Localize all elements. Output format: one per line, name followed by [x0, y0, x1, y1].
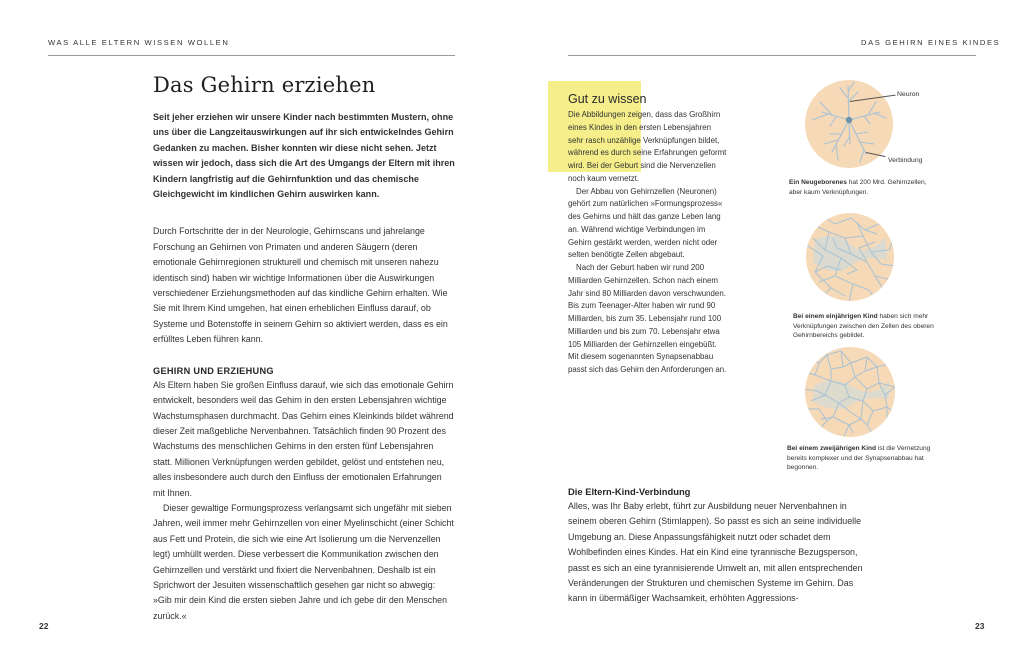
caption-two-year-text: ist die Vernetzung bereits komplexer und der Synapsenabbau hat begonnen. [787, 445, 931, 472]
section-paragraph-1: Als Eltern haben Sie großen Einfluss darauf, wie sich das emotionale Gehirn entwickelt, besonders weil das Gehirn in den ersten Lebensjahren wichtige Wachstumsphasen durchmacht. Das Gehirn eines Kleinkinds bildet während dieser Zeit maßgebliche Nervenbahnen. Tatsächlich finden 90 Prozent des Wachstums des menschlichen Gehirns in den ersten fünf Lebensjahren statt. Millionen Verknüpfungen werden gebildet, gelöst und entstehen neu, alles insbesondere auch durch den Einfluss der emotionalen Erfahrungen mit Ihnen. [153, 379, 454, 498]
caption-one-year-text: haben sich mehr Verknüpfungen zwischen den Zellen des oberen Gehirnbereichs gebildet. [793, 313, 934, 340]
caption-two-year-bold: Bei einem zweijährigen Kind [787, 445, 877, 452]
caption-newborn [789, 178, 939, 197]
info-box-paragraph-2: Der Abbau von Gehirnzellen (Neuronen) gehört zum natürlichen »Formungsprozess« des Gehirns und hält das ganze Leben lang an. Während wichtige Verbindungen im Gehirn gestärkt werden, werden nicht oder selten benötigte Zellen abgebaut. [568, 186, 723, 260]
right-page-number: 23 [975, 621, 985, 631]
page-title: Das Gehirn erziehen [153, 73, 376, 97]
right-column [568, 484, 872, 607]
one-year-neuron-illustration [805, 210, 895, 304]
left-header-rule [48, 55, 455, 56]
right-running-head: DAS GEHIRN EINES KINDES [861, 38, 1001, 47]
left-running-head: WAS ALLE ELTERN WISSEN WOLLEN [48, 38, 230, 47]
newborn-neuron-illustration [804, 74, 894, 174]
left-page-number: 22 [39, 621, 49, 631]
caption-two-year [787, 444, 937, 473]
caption-newborn-text: hat 200 Mrd. Gehirnzellen, aber kaum Verknüpfungen. [789, 179, 927, 196]
section-heading-parent-child: Die Eltern-Kind-Verbindung [568, 486, 691, 497]
info-box-paragraph-3: Nach der Geburt haben wir rund 200 Milliarden Gehirnzellen. Schon nach einem Jahr sind 80 Milliarden davon verschwunden. Bis zum Teenager-Alter haben wir rund 90 Milliarden, bis zum 35. Lebensjahr rund 100 Milliarden und bis zum 70. Lebensjahr etwa 105 Milliarden der Gehirnzellen eingebüßt. Mit diesem sogenannten Synapsenabbau passt sich das Gehirn den Anforderungen an. [568, 263, 727, 374]
parent-child-paragraph: Alles, was Ihr Baby erlebt, führt zur Ausbildung neuer Nervenbahnen in seinem oberen Gehirn (Stirnlappen). So passt es sich an seine individuelle Umgebung an. Diese Anpassungsfähigkeit nutzt oder schadet dem Wohlbefinden eines Kindes. Hat ein Kind eine tyrannische Bezugsperson, passt es sich an eine tyrannisierende Umwelt an, mit allen entsprechenden Veränderungen der Strukturen und chemischen Systeme im Gehirn. Das kann in übermäßiger Wachsamkeit, erhöhten Aggressions- [568, 501, 863, 604]
two-year-neuron-illustration [803, 345, 897, 439]
right-header-rule [568, 55, 976, 56]
left-column [153, 110, 455, 624]
info-box-title: Gut zu wissen [568, 92, 647, 106]
caption-newborn-bold: Ein Neugeborenes [789, 179, 847, 186]
section-heading-brain-education: GEHIRN UND ERZIEHUNG [153, 365, 274, 376]
neuron-label: Neuron [897, 91, 920, 98]
intro-paragraph: Durch Fortschritte der in der Neurologie, Gehirnscans und jahrelange Forschung an Gehirnen von Primaten und anderen Säugern (deren emotionale Gehirnregionen strukturell und chemisch mit unseren nahezu identisch sind) haben wir wichtige Informationen über die Auswirkungen verschiedener Erziehungsmethoden auf das kindliche Gehirn erhalten. Wie Sie mit Ihrem Kind umgehen, hat einen erheblichen Einfluss darauf, ob Systeme und Botenstoffe in seinem Gehirn so aktiviert werden, dass es ein erfülltes Leben führen kann. [153, 226, 448, 345]
caption-one-year [793, 312, 943, 341]
info-box-paragraph-1: Die Abbildungen zeigen, dass das Großhirn eines Kindes in den ersten Lebensjahren sehr rasch unzählige Verknüpfungen bildet, während es durch seine Erfahrungen geformt wird. Bei der Geburt sind die Nervenzellen noch kaum vernetzt. [568, 110, 727, 183]
caption-one-year-bold: Bei einem einjährigen Kind [793, 313, 878, 320]
section-paragraph-2: Dieser gewaltige Formungsprozess verlangsamt sich ungefähr mit sieben Jahren, weil immer mehr Gehirnzellen von einer Myelinschicht (einer Schicht aus Fett und Protein, die sich wie eine Art Isolierung um die Nervenzellen legt) umhüllt werden. Diese verbessert die Kommunikation zwischen den Gehirnzellen und verstärkt und fixiert die Nervenbahnen. Deshalb ist ein Sprichwort der Jesuiten wissenschaftlich gesehen gar nicht so abwegig: »Gib mir dein Kind die ersten sieben Jahre und ich gebe dir den Menschen zurück.« [153, 502, 454, 621]
connection-label: Verbindung [888, 157, 923, 164]
info-box [568, 92, 728, 377]
lead-paragraph: Seit jeher erziehen wir unsere Kinder nach bestimmten Mustern, ohne uns über die Langzeitauswirkungen auf ihr sich entwickelndes Gehirn Gedanken zu machen. Bisher konnten wir diese nicht sehen. Jetzt wissen wir jedoch, dass sich die Art des Umgangs der Eltern mit ihren Kindern langfristig auf die Gehirnfunktion und das chemische Gleichgewicht im kindlichen Gehirn auswirken kann. [153, 112, 455, 200]
